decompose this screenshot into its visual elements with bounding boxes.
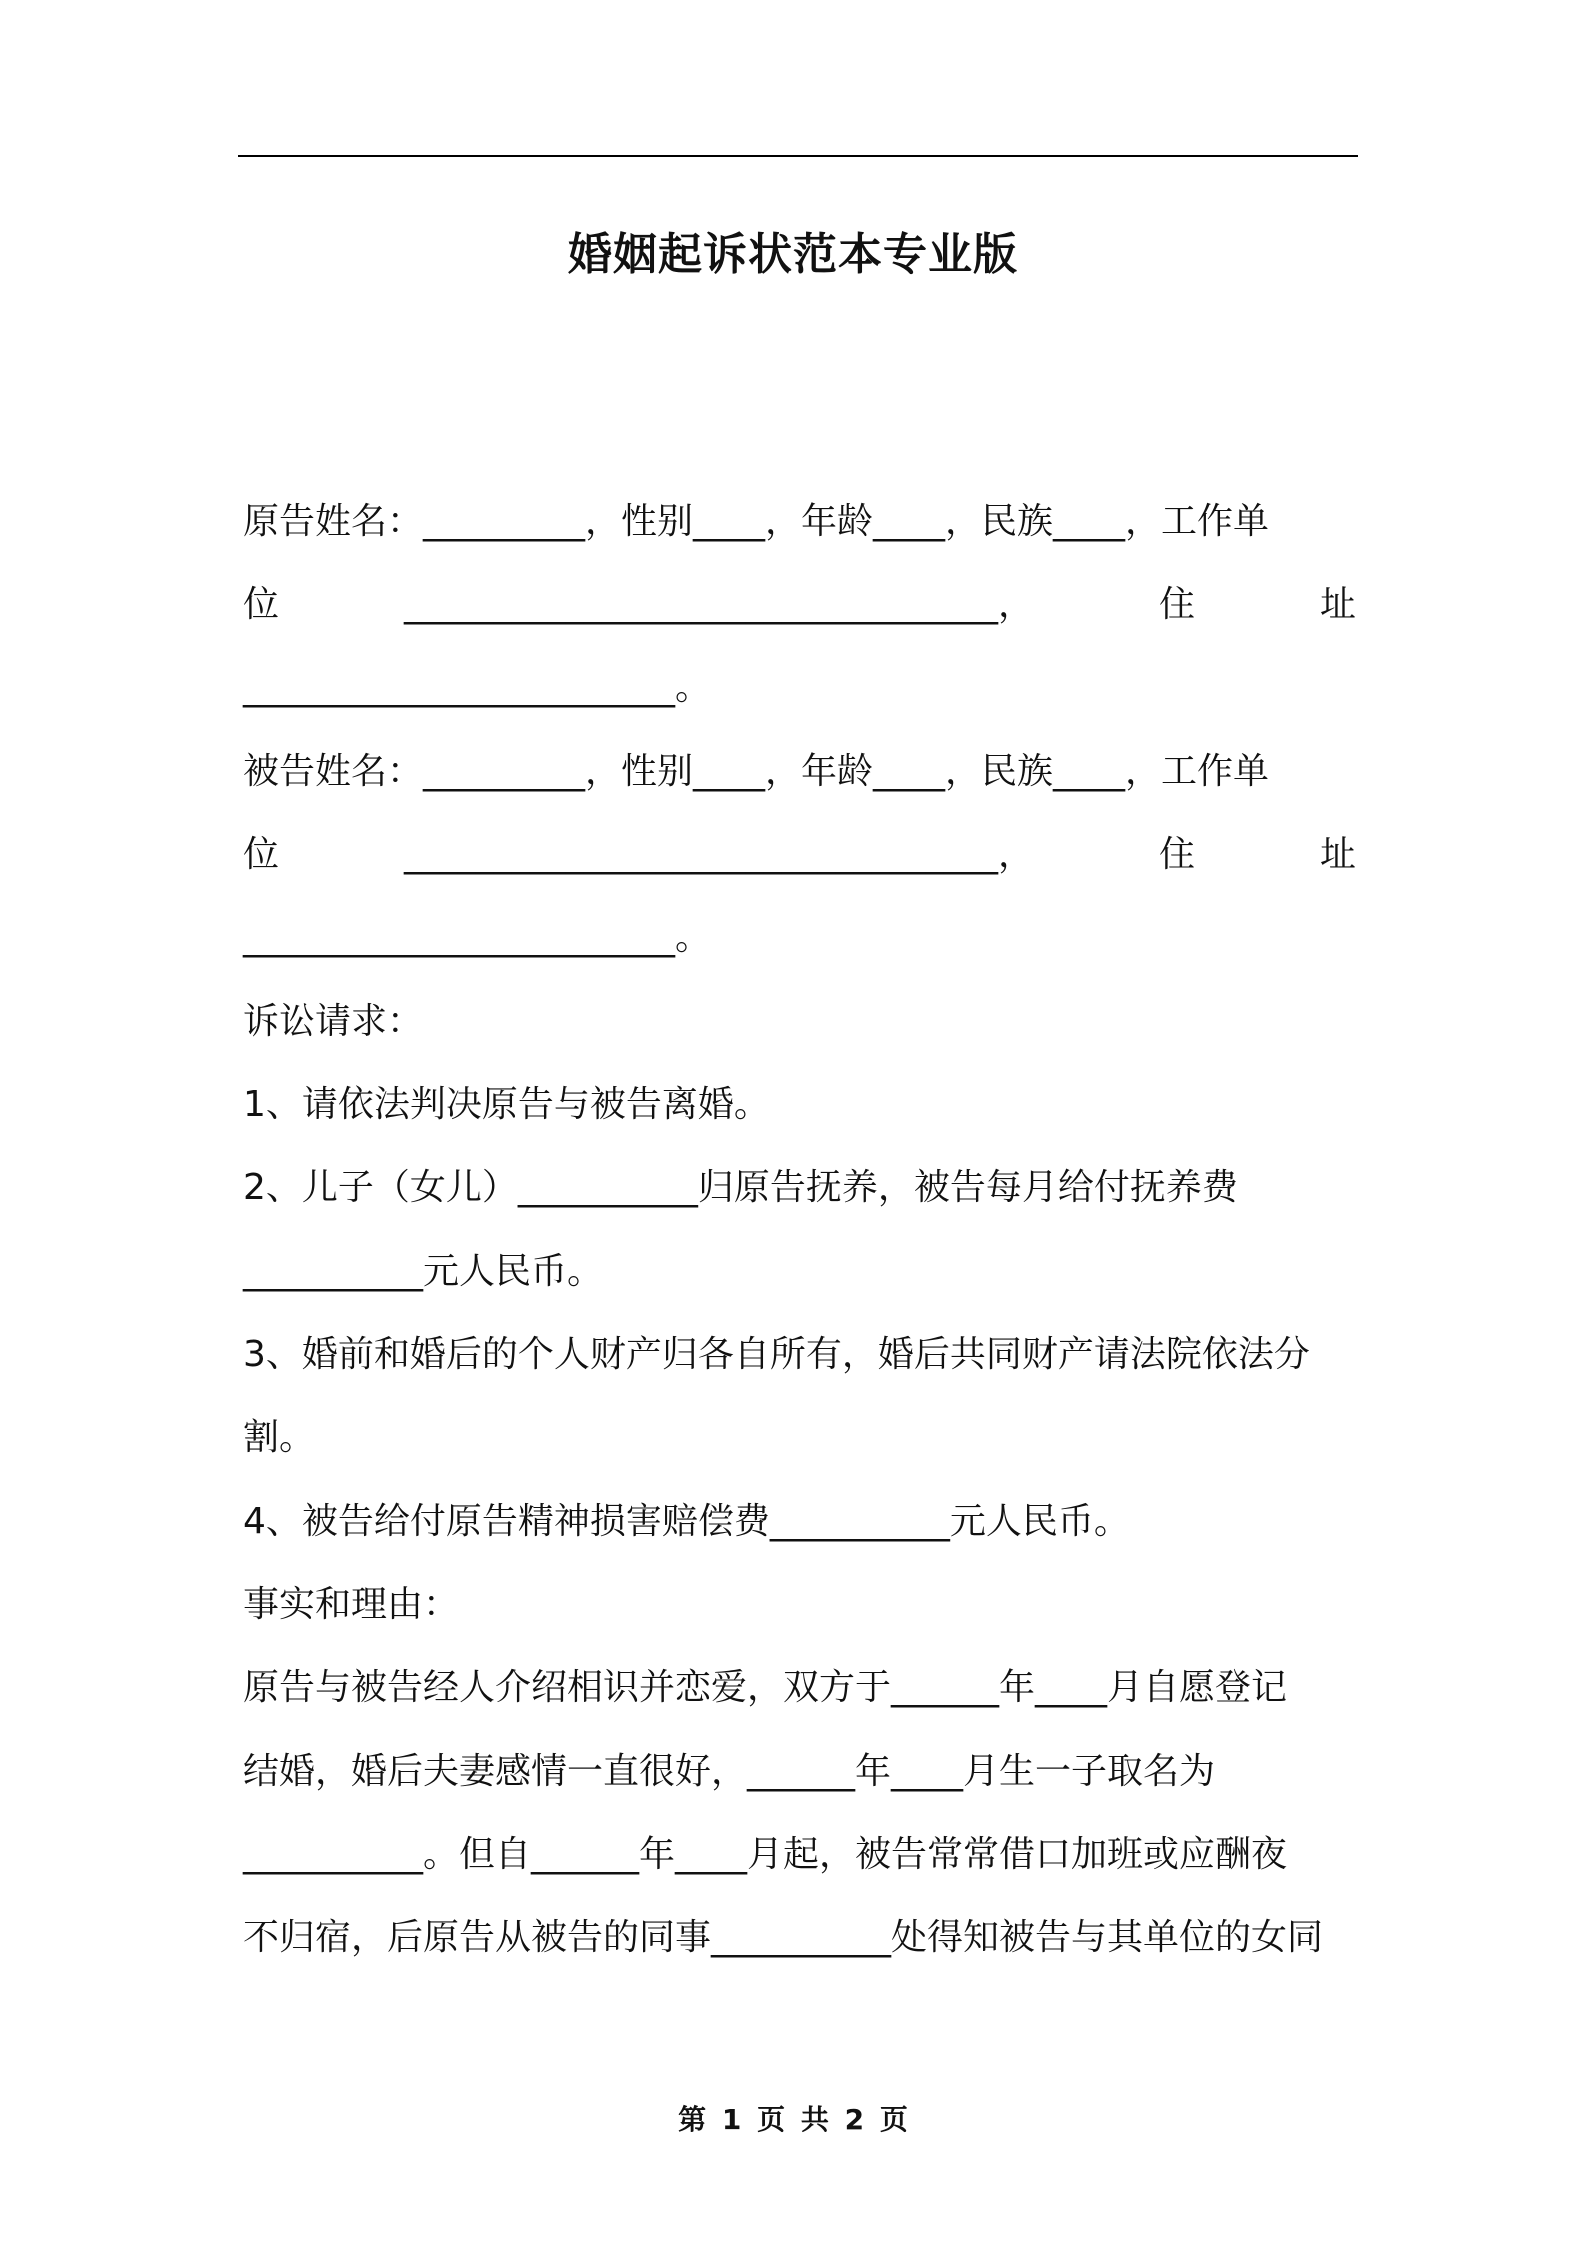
defendant-workplace-label: 位 xyxy=(243,834,280,875)
defendant-info-line-3: ________________________。 xyxy=(243,917,711,958)
defendant-info-line-1: 被告姓名：_________，性别____，年龄____，民族____，工作单 xyxy=(243,751,1270,792)
claim-item-2-line-1: 2、儿子（女儿）__________归原告抚养，被告每月给付抚养费 xyxy=(243,1167,1238,1208)
plaintiff-info-line-3: ________________________。 xyxy=(243,667,711,708)
facts-line-1: 原告与被告经人介绍相识并恋爱，双方于______年____月自愿登记 xyxy=(243,1667,1288,1708)
plaintiff-info-line-1: 原告姓名：_________，性别____，年龄____，民族____，工作单 xyxy=(243,501,1270,542)
defendant-workplace-blank: _________________________________， xyxy=(404,834,1034,875)
claim-item-2-line-2: __________元人民币。 xyxy=(243,1251,604,1292)
page-number-footer: 第 1 页 共 2 页 xyxy=(678,2103,908,2136)
plaintiff-workplace-label: 位 xyxy=(243,584,280,625)
facts-line-4: 不归宿，后原告从被告的同事__________处得知被告与其单位的女同 xyxy=(243,1917,1324,1958)
claim-item-1: 1、请依法判决原告与被告离婚。 xyxy=(243,1084,770,1125)
defendant-address-label-1: 住 xyxy=(1158,834,1195,875)
document-title: 婚姻起诉状范本专业版 xyxy=(568,229,1018,280)
facts-line-2: 结婚，婚后夫妻感情一直很好，______年____月生一子取名为 xyxy=(243,1751,1216,1792)
defendant-address-label-2: 址 xyxy=(1319,834,1356,875)
defendant-info-line-2 xyxy=(243,833,1356,877)
claim-item-3-line-2: 割。 xyxy=(243,1417,316,1458)
plaintiff-address-label-1: 住 xyxy=(1158,584,1195,625)
claim-item-3-line-1: 3、婚前和婚后的个人财产归各自所有，婚后共同财产请法院依法分 xyxy=(243,1334,1310,1375)
facts-line-3: __________。但自______年____月起，被告常常借口加班或应酬夜 xyxy=(243,1834,1288,1875)
plaintiff-address-label-2: 址 xyxy=(1319,584,1356,625)
plaintiff-info-line-2 xyxy=(243,583,1356,627)
plaintiff-workplace-blank: _________________________________， xyxy=(404,584,1034,625)
facts-heading: 事实和理由： xyxy=(243,1584,460,1625)
claim-item-4: 4、被告给付原告精神损害赔偿费__________元人民币。 xyxy=(243,1501,1130,1542)
header-rule xyxy=(238,155,1358,157)
claims-heading: 诉讼请求： xyxy=(243,1001,424,1042)
